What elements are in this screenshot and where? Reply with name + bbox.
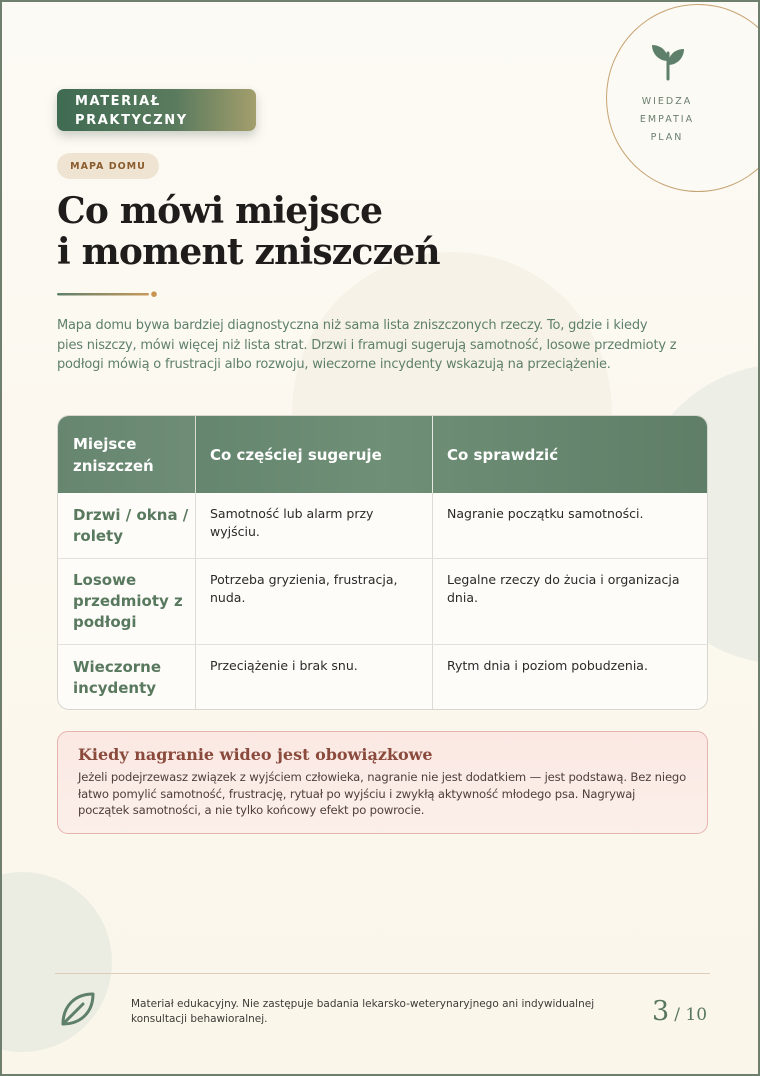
badge-line: PRAKTYCZNY: [75, 113, 188, 128]
row-divider: [58, 558, 708, 559]
video-callout: [57, 731, 708, 834]
page-number: [652, 996, 707, 1027]
page-total: / 10: [674, 1005, 708, 1025]
callout-body: Jeżeli podejrzewasz związek z wyjściem człowieka, nagranie nie jest dodatkiem — jest podstawą. Bez niego łatwo pomylić samotność, frustrację, rytuał po wyjściu i zwykłą aktywność młodego psa. Nagrywaj początek samotności, a nie tylko końcowy efekt po powrocie.: [78, 770, 687, 817]
table-header: [58, 416, 708, 493]
table-row-suggests: Przeciążenie i brak snu.: [210, 658, 358, 673]
table-row-suggests: Potrzeba gryzienia, frustracja, nuda.: [210, 572, 398, 605]
callout-title: Kiedy nagranie wideo jest obowiązkowe: [78, 745, 433, 764]
title-underline: [57, 288, 157, 300]
table-row-place: Wieczorne incydenty: [73, 658, 162, 697]
header-cell: Miejsce zniszczeń: [73, 435, 154, 475]
footer-divider: [55, 973, 710, 974]
header-cell: Co częściej sugeruje: [210, 446, 382, 464]
table-row-check: Nagranie początku samotności.: [447, 506, 644, 521]
emblem-word: WIEDZA: [641, 96, 693, 107]
row-divider: [58, 644, 708, 645]
topic-chip: MAPA DOMU: [57, 153, 159, 179]
places-table: [57, 415, 708, 710]
emblem-word: PLAN: [650, 132, 684, 143]
title-line: i moment zniszczeń: [57, 231, 440, 273]
title-line: Co mówi miejsce: [57, 190, 383, 232]
leaf-icon: [59, 990, 97, 1028]
sprout-icon: [650, 39, 686, 81]
badge-line: MATERIAŁ: [75, 94, 161, 109]
intro-paragraph: Mapa domu bywa bardziej diagnostyczna niż sama lista zniszczonych rzeczy. To, gdzie i kiedy pies niszczy, mówi więcej niż lista strat. Drzwi i framugi sugerują samotność, losowe przedmioty z podłogi mówią o frustracji albo rozwoju, wieczorne incydenty wskazują na przeciążenie.: [57, 318, 677, 372]
header-cell: Co sprawdzić: [447, 446, 559, 464]
table-row-place: Losowe przedmioty z podłogi: [73, 571, 183, 631]
footer-disclaimer: Materiał edukacyjny. Nie zastępuje badania lekarsko-weterynaryjnego ani indywidualnej konsultacji behawioralnej.: [131, 998, 595, 1025]
table-row-place: Drzwi / okna / rolety: [73, 506, 189, 545]
page-current: 3: [652, 996, 670, 1027]
page-title: [57, 191, 577, 273]
column-divider: [432, 416, 433, 493]
section-badge: [57, 89, 256, 131]
emblem-word: EMPATIA: [639, 114, 695, 125]
table-row-check: Legalne rzeczy do żucia i organizacja dnia.: [447, 572, 680, 605]
table-row-suggests: Samotność lub alarm przy wyjściu.: [210, 506, 374, 539]
column-divider: [195, 416, 196, 710]
table-row-check: Rytm dnia i poziom pobudzenia.: [447, 658, 648, 673]
